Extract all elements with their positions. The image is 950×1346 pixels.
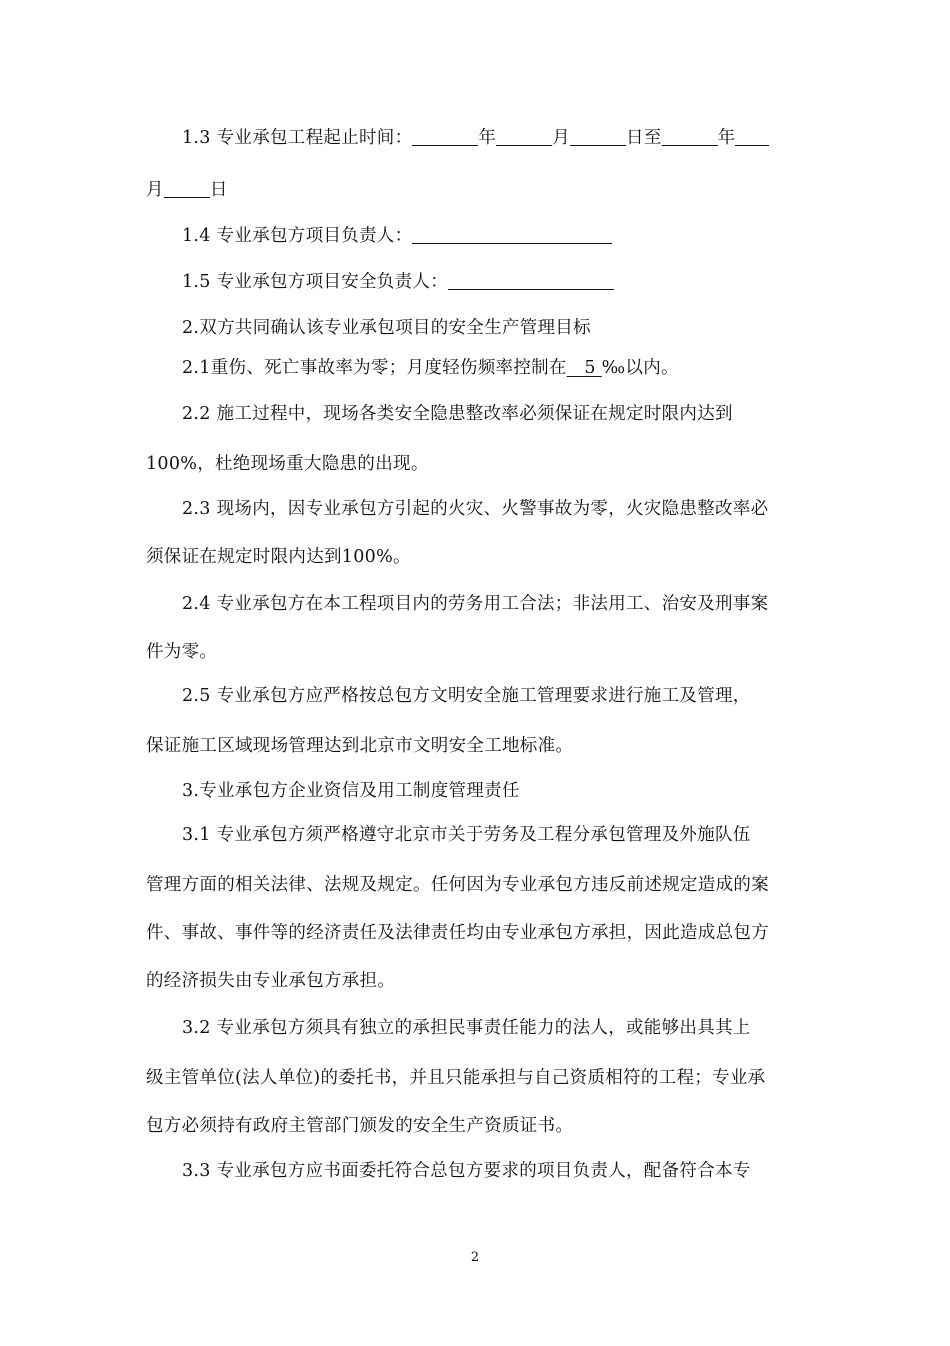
clause-3-2-line-1: 3.2 专业承包方须具有独立的承担民事责任能力的法人，或能够出具其上	[182, 1018, 751, 1038]
start-day-blank[interactable]	[570, 127, 626, 146]
section-3-heading: 3.专业承包方企业资信及用工制度管理责任	[182, 781, 520, 801]
clause-3-1-line-4: 的经济损失由专业承包方承担。	[146, 971, 396, 991]
clause-3-1-line-2: 管理方面的相关法律、法规及规定。任何因为专业承包方违反前述规定造成的案	[146, 875, 769, 895]
clause-3-1-line-1: 3.1 专业承包方须严格遵守北京市关于劳务及工程分承包管理及外施队伍	[182, 825, 751, 845]
clause-2-2-line-2: 100%，杜绝现场重大隐患的出现。	[146, 454, 429, 474]
end-day-blank[interactable]	[164, 179, 210, 198]
start-month-blank[interactable]	[496, 127, 552, 146]
end-year-blank[interactable]	[662, 127, 718, 146]
section-2-heading: 2.双方共同确认该专业承包项目的安全生产管理目标	[182, 318, 591, 338]
clause-1-4: 1.4 专业承包方项目负责人：	[182, 224, 612, 248]
clause-2-2-line-1: 2.2 施工过程中，现场各类安全隐患整改率必须保证在规定时限内达到	[182, 404, 733, 424]
clause-1-3-line-2: 月 日	[146, 180, 228, 200]
start-year-blank[interactable]	[412, 127, 478, 146]
safety-manager-blank[interactable]	[448, 271, 614, 290]
clause-1-5: 1.5 专业承包方项目安全负责人：	[182, 270, 614, 294]
clause-2-1: 2.1重伤、死亡事故率为零；月度轻伤频率控制在 5 ‰以内。	[182, 358, 679, 378]
clause-3-3-line-1: 3.3 专业承包方应书面委托符合总包方要求的项目负责人，配备符合本专	[182, 1161, 751, 1181]
clause-1-3-line-1: 1.3 专业承包工程起止时间： 年 月 日至 年	[182, 126, 769, 150]
injury-rate-value: 5	[584, 358, 596, 378]
project-manager-blank[interactable]	[412, 225, 612, 244]
clause-2-4-line-1: 2.4 专业承包方在本工程项目内的劳务用工合法；非法用工、治安及刑事案	[182, 594, 769, 614]
clause-3-2-line-3: 包方必须持有政府主管部门颁发的安全生产资质证书。	[146, 1116, 574, 1136]
clause-3-1-line-3: 件、事故、事件等的经济责任及法律责任均由专业承包方承担，因此造成总包方	[146, 923, 769, 943]
clause-2-3-line-2: 须保证在规定时限内达到100%。	[146, 547, 411, 567]
clause-2-5-line-1: 2.5 专业承包方应严格按总包方文明安全施工管理要求进行施工及管理，	[182, 686, 751, 706]
clause-2-3-line-1: 2.3 现场内，因专业承包方引起的火灾、火警事故为零，火灾隐患整改率必	[182, 499, 769, 519]
end-month-blank-part[interactable]	[735, 127, 769, 146]
clause-2-5-line-2: 保证施工区域现场管理达到北京市文明安全工地标准。	[146, 736, 574, 756]
clause-3-2-line-2: 级主管单位(法人单位)的委托书，并且只能承担与自己资质相符的工程；专业承	[146, 1068, 766, 1088]
clause-2-4-line-2: 件为零。	[146, 642, 218, 662]
page-number: 2	[470, 1250, 480, 1265]
